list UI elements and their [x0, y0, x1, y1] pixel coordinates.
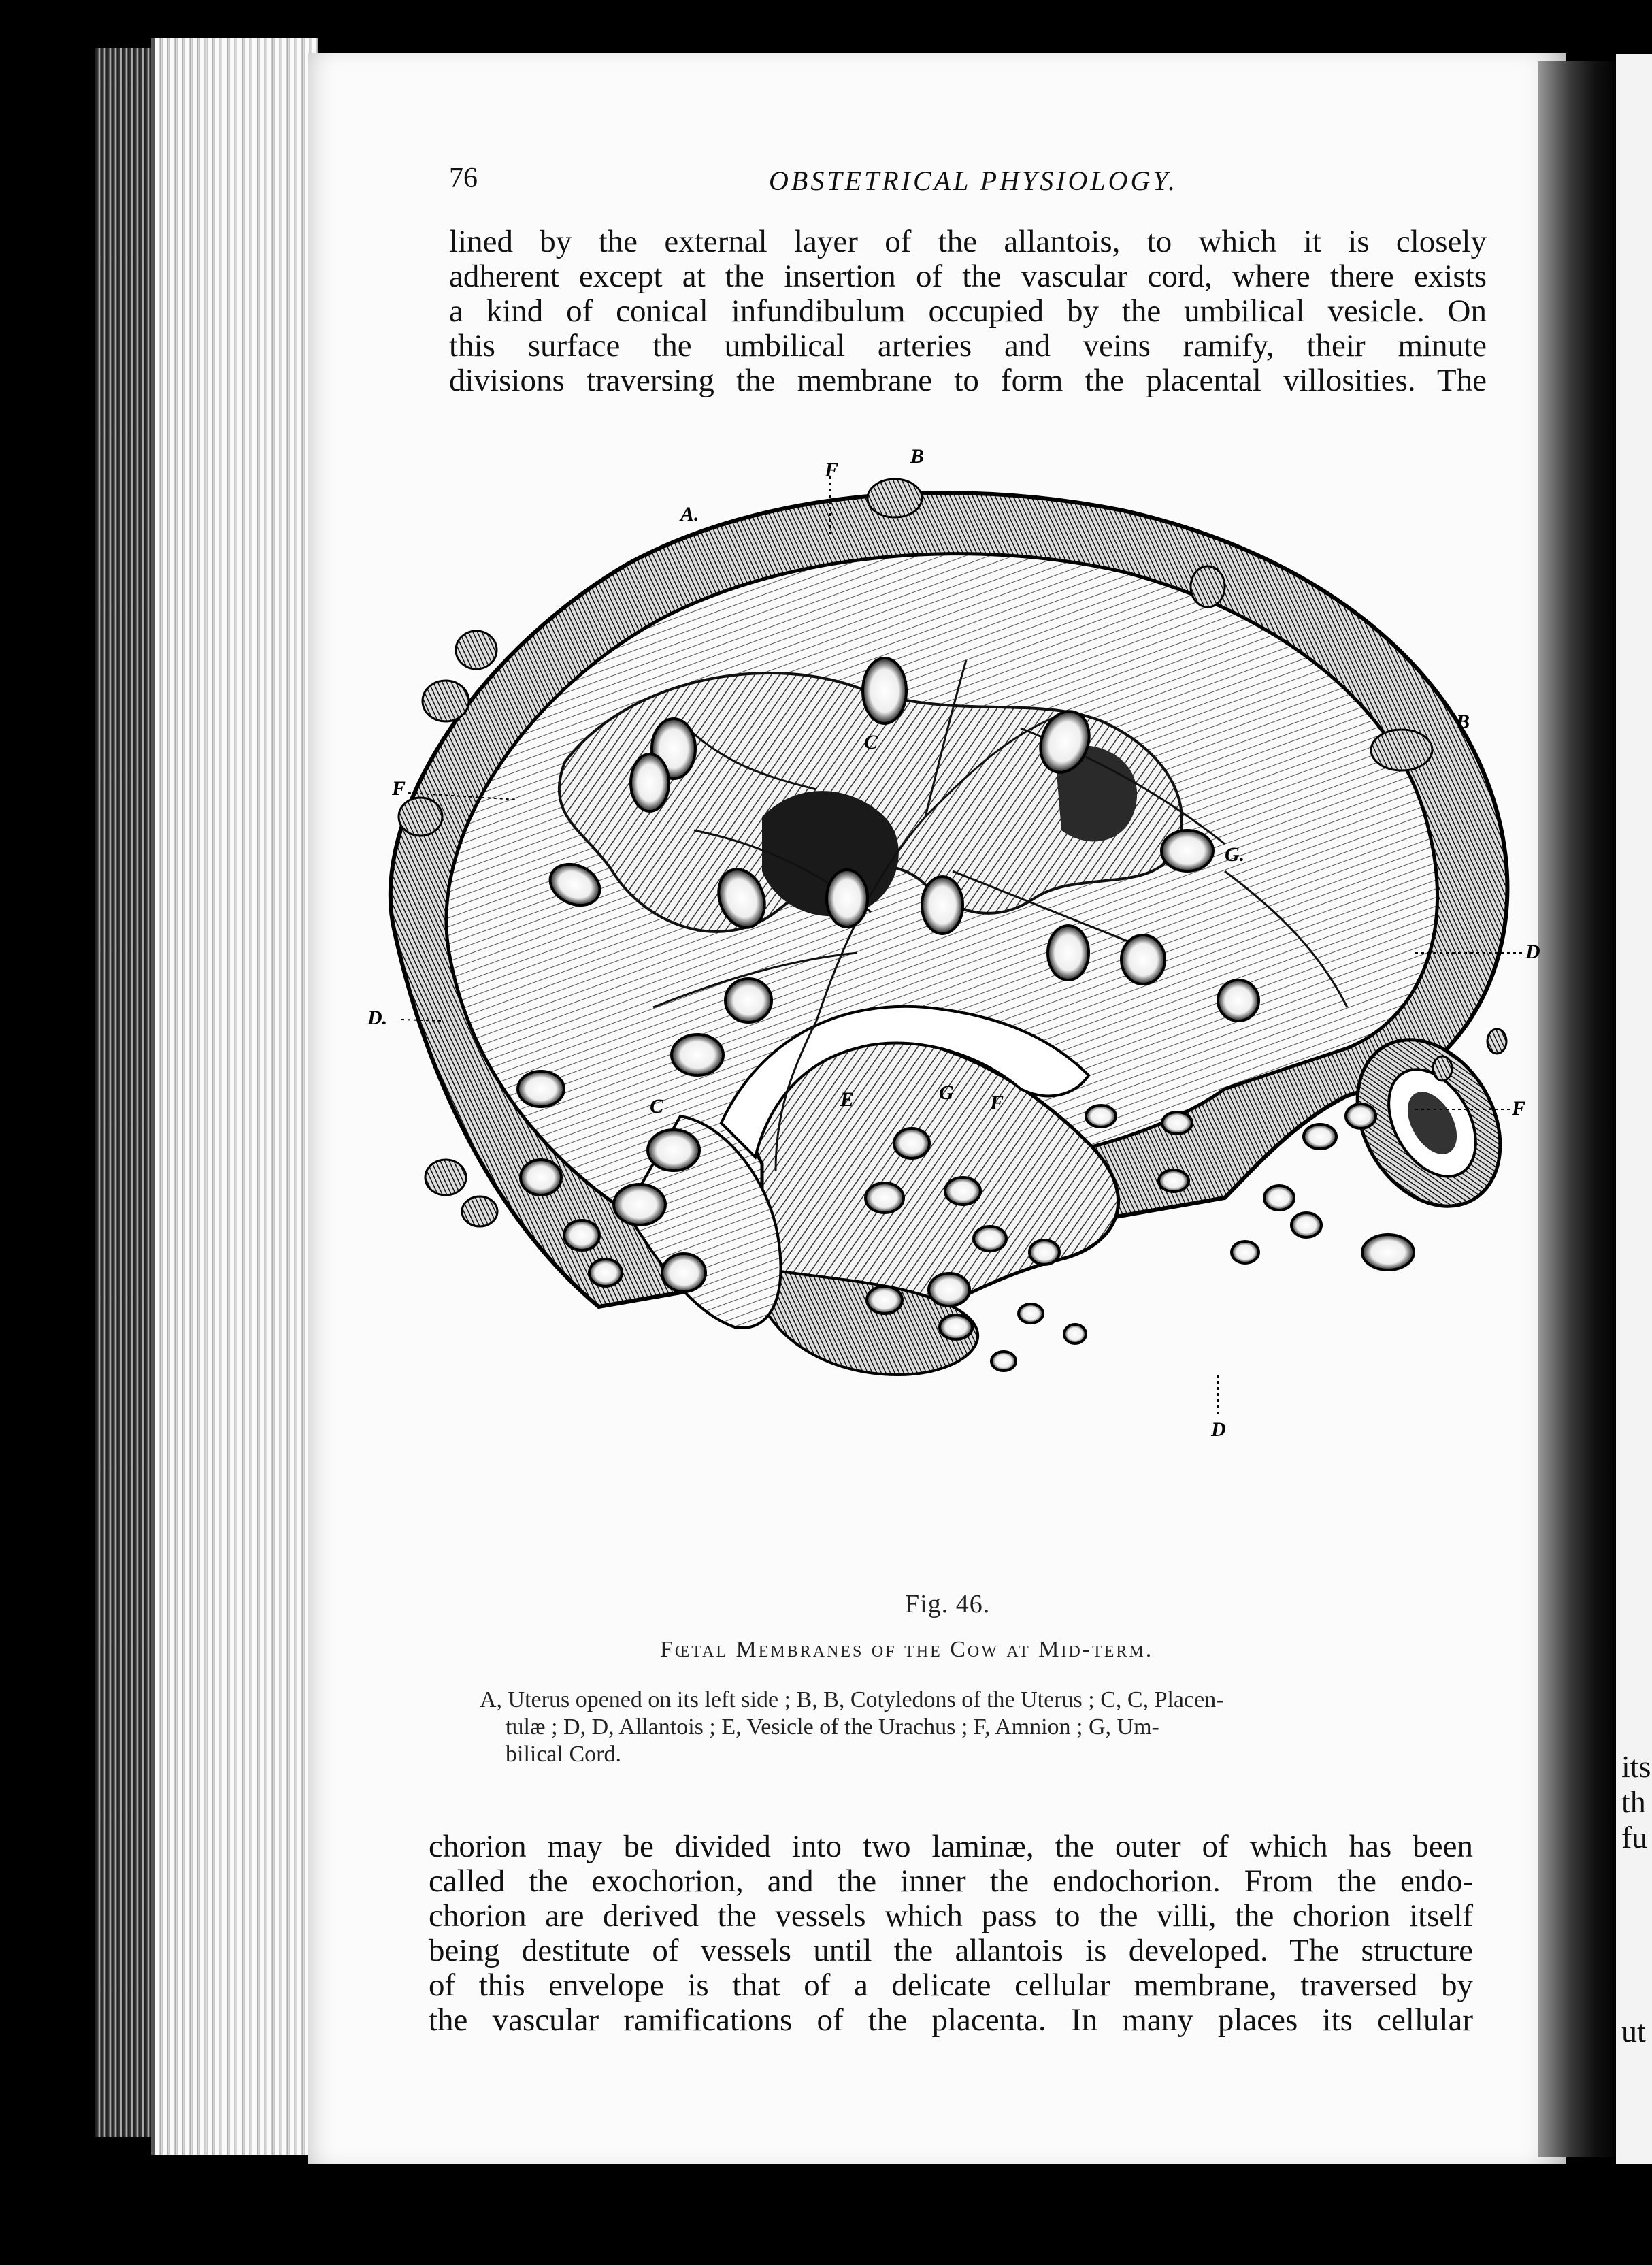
paragraph-top — [449, 225, 1487, 398]
facing-page-fragment: fu — [1621, 1820, 1648, 1855]
book-page-edges-outer — [95, 48, 160, 2137]
label-F: F — [392, 777, 406, 800]
label-E: E — [840, 1088, 855, 1111]
running-title: OBSTETRICAL PHYSIOLOGY. — [769, 165, 1178, 196]
anatomical-engraving — [340, 436, 1551, 1504]
figure-number: Fig. 46. — [905, 1590, 991, 1618]
text-line: chorion may be divided into two laminæ, the outer of which has been — [429, 1829, 1473, 1864]
page-number: 76 — [449, 163, 478, 194]
facing-page-fragment: ut — [1621, 2014, 1646, 2049]
label-D: D — [1525, 941, 1540, 963]
paragraph-bottom — [429, 1829, 1473, 2038]
label-D: D. — [367, 1007, 388, 1029]
label-A: A. — [680, 503, 699, 525]
figure-caption — [480, 1686, 1422, 1768]
text-line: being destitute of vessels until the allantois is developed. The structure — [429, 1933, 1473, 1968]
label-D: D — [1211, 1418, 1226, 1441]
label-G: G. — [1225, 843, 1245, 866]
label-B: B — [910, 445, 925, 468]
facing-page — [1616, 54, 1652, 2164]
label-F: F — [1512, 1097, 1526, 1120]
label-G: G — [939, 1081, 954, 1104]
figure-title: Fœtal Membranes of the Cow at Mid-term. — [660, 1637, 1154, 1662]
caption-line: tulæ ; D, D, Allantois ; E, Vesicle of the Urachus ; F, Amnion ; G, Um- — [506, 1714, 1159, 1740]
facing-page-fragment: its — [1621, 1749, 1651, 1784]
text-line: divisions traversing the membrane to form the placental villosities. The — [449, 363, 1487, 398]
text-line: called the exochorion, and the inner the endochorion. From the endo- — [429, 1863, 1473, 1899]
text-line: adherent except at the insertion of the vascular cord, where there exists — [449, 259, 1487, 294]
label-F: F — [825, 459, 839, 481]
label-C: C — [650, 1095, 664, 1118]
text-line: of this envelope is that of a delicate cellular membrane, traversed by — [429, 1968, 1473, 2003]
text-line: the vascular ramifications of the placenta. In many places its cellular — [429, 2002, 1473, 2038]
book-page-edges — [151, 38, 318, 2155]
text-line: a kind of conical infundibulum occupied by the umbilical vesicle. On — [449, 293, 1487, 329]
caption-line: A, Uterus opened on its left side ; B, B, Cotyledons of the Uterus ; C, C, Placen- — [480, 1687, 1224, 1712]
caption-line: bilical Cord. — [506, 1742, 621, 1767]
text-line: lined by the external layer of the allantois, to which it is closely — [449, 224, 1487, 259]
text-line: chorion are derived the vessels which pass to the villi, the chorion itself — [429, 1898, 1473, 1934]
text-line: this surface the umbilical arteries and veins ramify, their minute — [449, 328, 1487, 363]
label-C: C — [864, 731, 878, 753]
label-B: B — [1456, 711, 1470, 733]
facing-page-fragment: th — [1621, 1785, 1646, 1819]
label-F: F — [990, 1092, 1004, 1114]
